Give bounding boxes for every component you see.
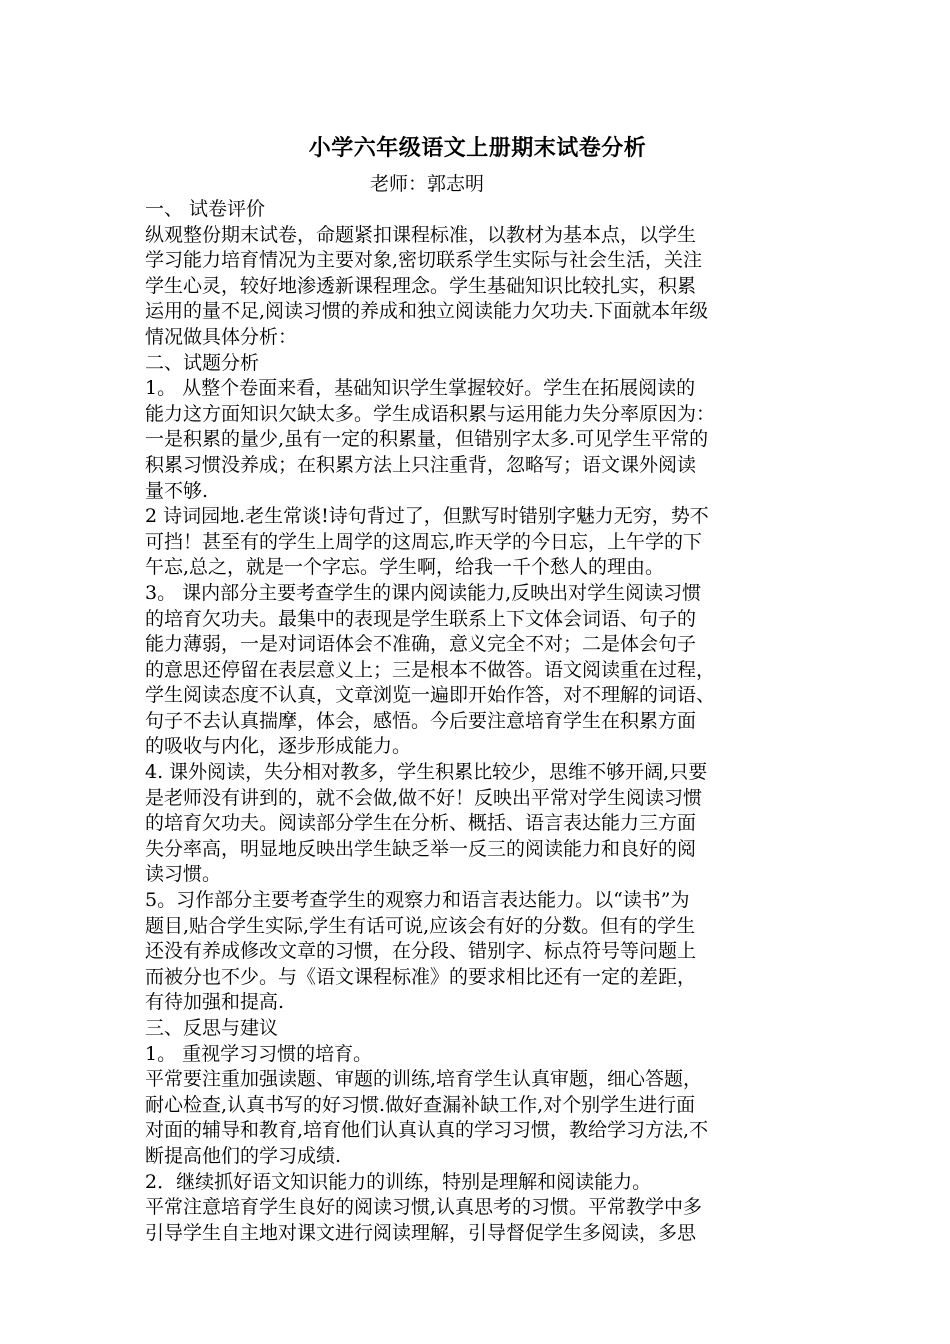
text-line: 读习惯。 xyxy=(145,863,222,886)
text-line: 学习能力培育情况为主要对象,密切联系学生实际与社会生活，关注 xyxy=(145,249,703,272)
text-line: 学生心灵，较好地渗透新课程理念。学生基础知识比较扎实，积累 xyxy=(145,274,697,297)
text-line: 对面的辅导和教育,培育他们认真认真的学习习惯，教给学习方法,不 xyxy=(145,1119,709,1142)
text-line: 运用的量不足,阅读习惯的养成和独立阅读能力欠功夫.下面就本年级 xyxy=(145,300,709,323)
text-line: 平常要注重加强读题、审题的训练,培育学生认真审题，细心答题， xyxy=(145,1068,703,1091)
text-line: 可挡！甚至有的学生上周学的这周忘,昨天学的今日忘，上午学的下 xyxy=(145,530,703,553)
text-line: 一、 试卷评价 xyxy=(145,198,266,220)
text-line: 还没有养成修改文章的习惯，在分段、错别字、标点符号等问题上 xyxy=(145,940,697,963)
text-line: 的意思还停留在表层意义上；三是根本不做答。语文阅读重在过程， xyxy=(145,658,716,681)
text-line: 的培育欠功夫。最集中的表现是学生联系上下文体会词语、句子的 xyxy=(145,607,697,630)
text-line: 失分率高，明显地反映出学生缺乏举一反三的阅读能力和良好的阅 xyxy=(145,837,697,860)
document-page xyxy=(145,133,810,1246)
text-line: 量不够. xyxy=(145,479,209,502)
text-line: 的培育欠功夫。阅读部分学生在分析、概括、语言表达能力三方面 xyxy=(145,812,697,835)
text-line: 午忘,总之，就是一个字忘。学生啊，给我一千个愁人的理由。 xyxy=(145,556,665,579)
text-line: 2．继续抓好语文知识能力的训练，特别是理解和阅读能力。 xyxy=(145,1170,652,1193)
text-line: 4. 课外阅读，失分相对教多，学生积累比较少，思维不够开阔,只要 xyxy=(145,761,708,784)
text-line: 2 诗词园地.老生常谈!诗句背过了，但默写时错别字魅力无穷，势不 xyxy=(145,505,709,528)
text-line: 是老师没有讲到的，就不会做,做不好！反映出平常对学生阅读习惯 xyxy=(145,786,703,809)
text-line: 1。 从整个卷面来看，基础知识学生掌握较好。学生在拓展阅读的 xyxy=(145,377,696,400)
text-line: 有待加强和提高. xyxy=(145,991,285,1014)
text-line: 3。 课内部分主要考查学生的课内阅读能力,反映出对学生阅读习惯 xyxy=(145,581,702,604)
text-line: 而被分也不少。与《语文课程标准》的要求相比还有一定的差距， xyxy=(145,965,697,988)
text-line: 题目,贴合学生实际,学生有话可说,应该会有好的分数。但有的学生 xyxy=(145,914,696,937)
text-line: 引导学生自主地对课文进行阅读理解，引导督促学生多阅读，多思 xyxy=(145,1221,697,1244)
text-line: 学生阅读态度不认真，文章浏览一遍即开始作答，对不理解的词语、 xyxy=(145,684,716,707)
text-line: 能力这方面知识欠缺太多。学生成语积累与运用能力失分率原因为： xyxy=(145,402,716,425)
document-title: 小学六年级语文上册期末试卷分析 xyxy=(308,135,647,161)
author-line: 老师：郭志明 xyxy=(370,173,485,195)
text-line: 纵观整份期末试卷，命题紧扣课程标准，以教材为基本点，以学生 xyxy=(145,223,697,246)
text-line: 平常注意培育学生良好的阅读习惯,认真思考的习惯。平常教学中多 xyxy=(145,1196,703,1219)
text-line: 5。习作部分主要考查学生的观察力和语言表达能力。以“读书”为 xyxy=(145,889,690,912)
text-line: 耐心检查,认真书写的好习惯.做好查漏补缺工作,对个别学生进行面 xyxy=(145,1093,696,1116)
text-line: 句子不去认真揣摩，体会，感悟。今后要注意培育学生在积累方面 xyxy=(145,709,697,732)
text-line: 积累习惯没养成；在积累方法上只注重背，忽略写；语文课外阅读 xyxy=(145,453,697,476)
text-line: 情况做具体分析： xyxy=(145,325,298,348)
text-line: 的吸收与内化，逐步形成能力。 xyxy=(145,735,412,758)
text-line: 一是积累的量少,虽有一定的积累量，但错别字太多.可见学生平常的 xyxy=(145,428,709,451)
text-line: 1。 重视学习习惯的培育。 xyxy=(145,1042,373,1065)
text-line: 能力薄弱，一是对词语体会不准确，意义完全不对；二是体会句子 xyxy=(145,633,697,656)
text-line: 三、反思与建议 xyxy=(145,1017,279,1039)
text-line: 二、试题分析 xyxy=(145,351,260,374)
document-body xyxy=(145,197,810,1246)
text-line: 断提高他们的学习成绩. xyxy=(145,1144,342,1167)
